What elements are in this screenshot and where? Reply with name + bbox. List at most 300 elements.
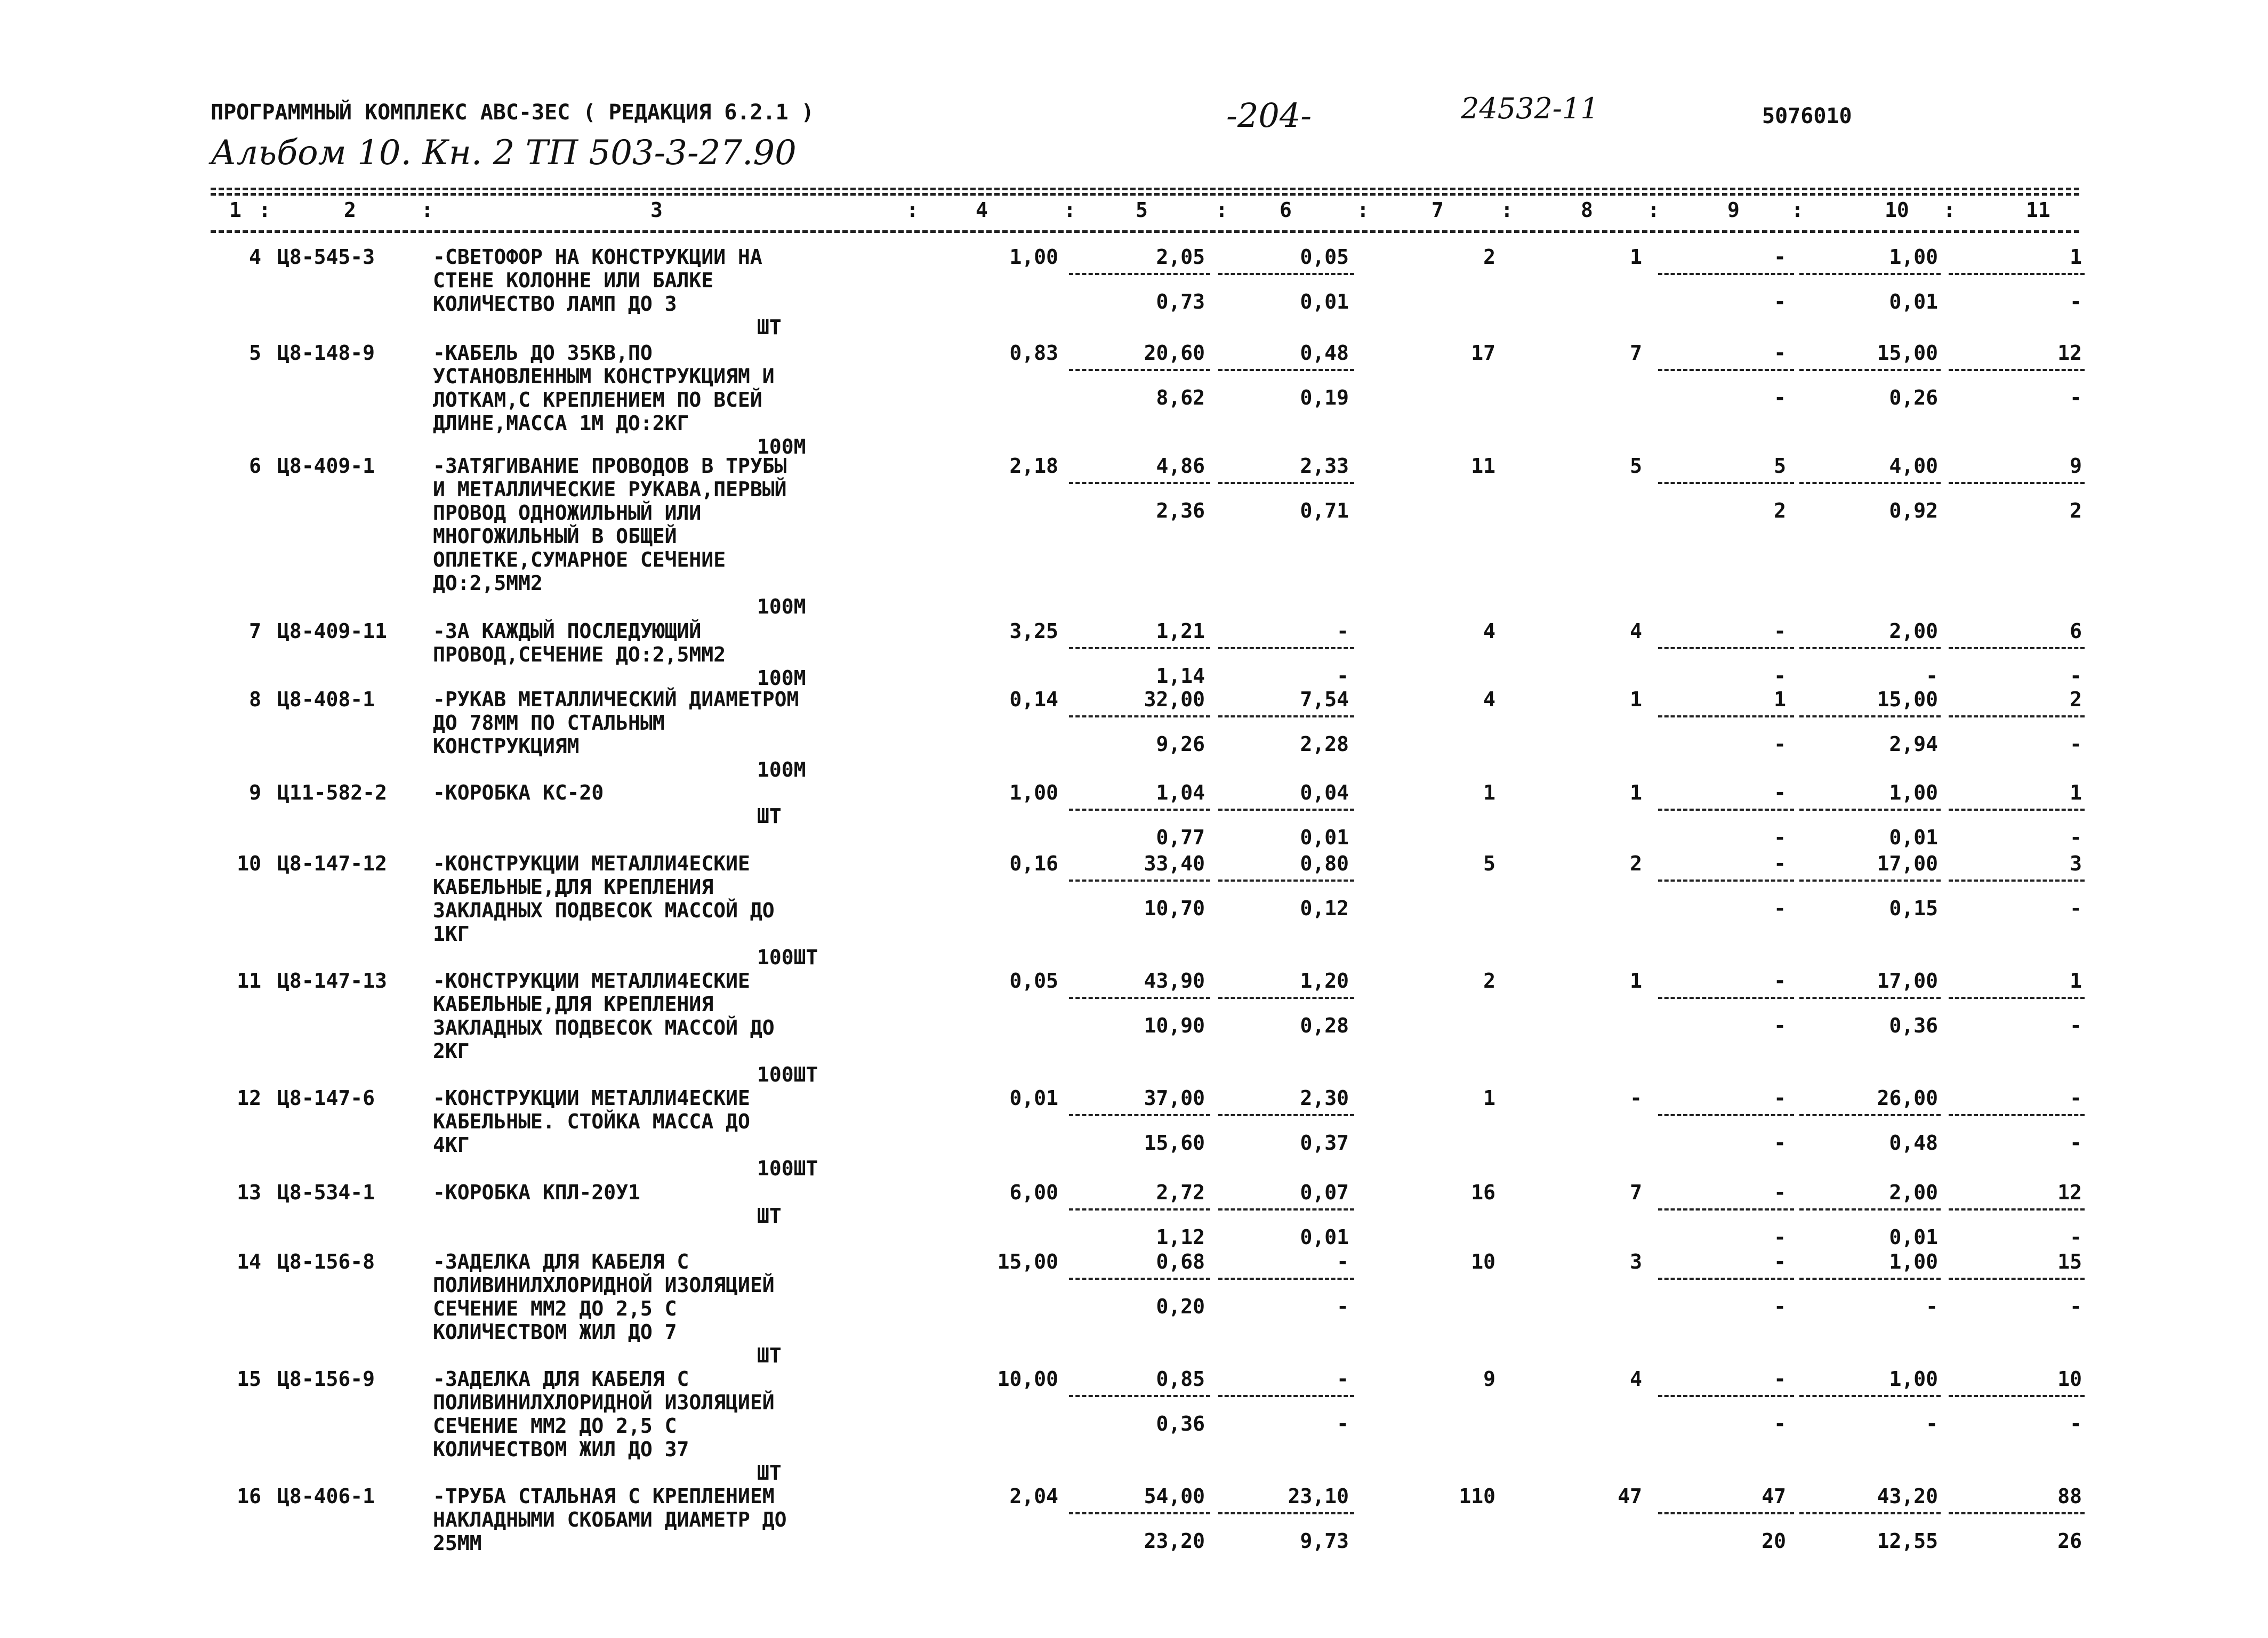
value-c11b: - <box>2070 1225 2082 1249</box>
fraction-line <box>1069 1114 1210 1116</box>
value-c6b: 0,37 <box>1300 1131 1349 1155</box>
value-c9: 5 <box>1774 454 1786 478</box>
value-c10: 15,00 <box>1877 341 1938 365</box>
column-separator: : <box>906 198 919 222</box>
value-c10: 1,00 <box>1889 245 1938 269</box>
work-description-line: 1КГ <box>433 922 470 946</box>
unit-of-measure: ШТ <box>757 1461 782 1484</box>
fraction-line <box>1069 369 1210 371</box>
work-description-line: ДО:2,5ММ2 <box>433 571 543 595</box>
value-c9: 47 <box>1762 1484 1786 1508</box>
fraction-line <box>1799 1278 1941 1280</box>
fraction-line <box>1949 647 2085 649</box>
fraction-line <box>1069 1512 1210 1514</box>
value-c10b: 0,01 <box>1889 1225 1938 1249</box>
value-c10b: - <box>1926 1412 1938 1435</box>
value-c10b: 12,55 <box>1877 1529 1938 1553</box>
value-c6b: 0,28 <box>1300 1014 1349 1037</box>
doc-code: 24532-11 <box>1461 92 1599 125</box>
fraction-line <box>1949 1114 2085 1116</box>
unit-of-measure: 100М <box>757 758 806 781</box>
value-c11: 15 <box>2057 1250 2082 1273</box>
value-c6b: 0,01 <box>1300 826 1349 849</box>
value-c6b: 0,71 <box>1300 499 1349 522</box>
fraction-line <box>1949 809 2085 811</box>
value-c5: 32,00 <box>1144 688 1205 711</box>
norm-code: Ц8-148-9 <box>277 341 375 365</box>
value-c6b: - <box>1337 1295 1349 1318</box>
value-c11b: - <box>2070 732 2082 756</box>
value-c8: 4 <box>1630 1367 1642 1391</box>
value-c8: - <box>1630 1086 1642 1110</box>
unit-of-measure: 100М <box>757 666 806 690</box>
work-description-line: ПРОВОД ОДНОЖИЛЬНЫЙ ИЛИ <box>433 501 702 525</box>
column-separator: : <box>421 198 433 222</box>
value-c11: 3 <box>2070 852 2082 875</box>
fraction-line <box>1218 715 1354 717</box>
column-header-3: 3 <box>650 198 663 222</box>
work-description-line: ОПЛЕТКЕ,СУМАРНОЕ СЕЧЕНИЕ <box>433 548 726 571</box>
row-number: 12 <box>237 1086 261 1110</box>
column-header-9: 9 <box>1727 198 1740 222</box>
unit-of-measure: ШТ <box>757 1204 782 1228</box>
value-c5b: 0,77 <box>1156 826 1205 849</box>
fraction-line <box>1069 647 1210 649</box>
fraction-line <box>1218 1395 1354 1397</box>
value-c11: 10 <box>2057 1367 2082 1391</box>
fraction-line <box>1799 715 1941 717</box>
value-c9b: - <box>1774 1131 1786 1155</box>
value-c8: 1 <box>1630 245 1642 269</box>
unit-of-measure: 100М <box>757 435 806 458</box>
sheet-code: 5076010 <box>1762 104 1852 128</box>
fraction-line <box>1069 1278 1210 1280</box>
column-header-5: 5 <box>1136 198 1148 222</box>
norm-code: Ц8-406-1 <box>277 1484 375 1508</box>
unit-of-measure: 100ШТ <box>757 946 818 969</box>
work-description-line: ЗАКЛАДНЫХ ПОДВЕСОК МАССОЙ ДО <box>433 899 775 922</box>
value-c11: - <box>2070 1086 2082 1110</box>
unit-of-measure: 100М <box>757 595 806 618</box>
unit-of-measure: 100ШТ <box>757 1157 818 1180</box>
work-description-line: ПРОВОД,СЕЧЕНИЕ ДО:2,5ММ2 <box>433 643 726 666</box>
value-c9b: - <box>1774 664 1786 688</box>
fraction-line <box>1799 1114 1941 1116</box>
value-c5: 4,86 <box>1156 454 1205 478</box>
fraction-line <box>1658 273 1794 275</box>
row-number: 10 <box>237 852 261 875</box>
fraction-line <box>1658 647 1794 649</box>
work-description-line: -КОРОБКА КС-20 <box>433 781 604 804</box>
value-c9b: 20 <box>1762 1529 1786 1553</box>
fraction-line <box>1218 1208 1354 1211</box>
value-c5b: 0,36 <box>1156 1412 1205 1435</box>
value-c11: 1 <box>2070 969 2082 993</box>
work-description-line: -КОНСТРУКЦИИ МЕТАЛЛИ4ЕСКИЕ <box>433 1086 750 1110</box>
value-c9: - <box>1774 781 1786 804</box>
value-c8: 47 <box>1618 1484 1642 1508</box>
value-c5b: 2,36 <box>1156 499 1205 522</box>
value-c6: 0,07 <box>1300 1181 1349 1204</box>
value-c9: - <box>1774 852 1786 875</box>
norm-code: Ц8-147-13 <box>277 969 387 993</box>
fraction-line <box>1069 715 1210 717</box>
value-c9: - <box>1774 1086 1786 1110</box>
work-description-line: КОЛИЧЕСТВО ЛАМП ДО 3 <box>433 292 677 316</box>
value-c8: 1 <box>1630 688 1642 711</box>
value-c11b: 2 <box>2070 499 2082 522</box>
value-c6b: 0,12 <box>1300 897 1349 920</box>
value-c4: 0,83 <box>1009 341 1058 365</box>
row-number: 11 <box>237 969 261 993</box>
fraction-line <box>1658 1395 1794 1397</box>
value-c11b: - <box>2070 897 2082 920</box>
fraction-line <box>1069 1395 1210 1397</box>
fraction-line <box>1218 647 1354 649</box>
value-c4: 0,05 <box>1009 969 1058 993</box>
fraction-line <box>1218 809 1354 811</box>
fraction-line <box>1949 369 2085 371</box>
fraction-line <box>1658 369 1794 371</box>
value-c5b: 8,62 <box>1156 386 1205 409</box>
value-c5b: 1,12 <box>1156 1225 1205 1249</box>
value-c7: 11 <box>1471 454 1495 478</box>
value-c6: - <box>1337 1367 1349 1391</box>
row-number: 4 <box>249 245 261 269</box>
value-c9b: - <box>1774 1295 1786 1318</box>
fraction-line <box>1658 1278 1794 1280</box>
row-number: 7 <box>249 619 261 643</box>
column-header-7: 7 <box>1431 198 1444 222</box>
value-c4: 1,00 <box>1009 245 1058 269</box>
value-c7: 4 <box>1483 619 1495 643</box>
value-c9: - <box>1774 1250 1786 1273</box>
value-c9b: - <box>1774 290 1786 313</box>
value-c11: 12 <box>2057 1181 2082 1204</box>
value-c6: - <box>1337 1250 1349 1273</box>
column-separator: : <box>1064 198 1076 222</box>
value-c10: 2,00 <box>1889 619 1938 643</box>
work-description-line: -ТРУБА СТАЛЬНАЯ С КРЕПЛЕНИЕМ <box>433 1484 775 1508</box>
value-c6: - <box>1337 619 1349 643</box>
fraction-line <box>1218 482 1354 484</box>
value-c4: 2,18 <box>1009 454 1058 478</box>
norm-code: Ц8-545-3 <box>277 245 375 269</box>
work-description-line: МНОГОЖИЛЬНЫЙ В ОБЩЕЙ <box>433 525 677 548</box>
value-c5b: 10,70 <box>1144 897 1205 920</box>
work-description-line: 4КГ <box>433 1133 470 1157</box>
column-header-1: 1 <box>229 198 242 222</box>
unit-of-measure: ШТ <box>757 804 782 828</box>
fraction-line <box>1069 1208 1210 1211</box>
value-c9b: - <box>1774 1225 1786 1249</box>
value-c10b: 0,48 <box>1889 1131 1938 1155</box>
fraction-line <box>1949 273 2085 275</box>
value-c10b: 2,94 <box>1889 732 1938 756</box>
value-c5: 43,90 <box>1144 969 1205 993</box>
value-c7: 1 <box>1483 781 1495 804</box>
column-separator: : <box>259 198 271 222</box>
value-c5: 54,00 <box>1144 1484 1205 1508</box>
value-c6: 0,80 <box>1300 852 1349 875</box>
work-description-line: КАБЕЛЬНЫЕ,ДЛЯ КРЕПЛЕНИЯ <box>433 875 714 899</box>
work-description-line: НАКЛАДНЫМИ СКОБАМИ ДИАМЕТР ДО <box>433 1508 787 1531</box>
fraction-line <box>1949 1395 2085 1397</box>
value-c5: 0,68 <box>1156 1250 1205 1273</box>
value-c7: 2 <box>1483 969 1495 993</box>
value-c5: 2,05 <box>1156 245 1205 269</box>
norm-code: Ц8-409-1 <box>277 454 375 478</box>
fraction-line <box>1069 997 1210 999</box>
value-c11b: - <box>2070 1412 2082 1435</box>
value-c9: - <box>1774 245 1786 269</box>
value-c6: 2,33 <box>1300 454 1349 478</box>
value-c7: 1 <box>1483 1086 1495 1110</box>
value-c5b: 0,73 <box>1156 290 1205 313</box>
norm-code: Ц8-408-1 <box>277 688 375 711</box>
column-separator: : <box>1791 198 1804 222</box>
work-description-line: КОНСТРУКЦИЯМ <box>433 735 580 758</box>
row-number: 15 <box>237 1367 261 1391</box>
value-c6: 0,04 <box>1300 781 1349 804</box>
value-c9b: - <box>1774 732 1786 756</box>
value-c10b: 0,36 <box>1889 1014 1938 1037</box>
value-c9b: - <box>1774 1014 1786 1037</box>
norm-code: Ц8-147-6 <box>277 1086 375 1110</box>
work-description-line: -ЗАДЕЛКА ДЛЯ КАБЕЛЯ С <box>433 1250 689 1273</box>
value-c7: 9 <box>1483 1367 1495 1391</box>
value-c4: 15,00 <box>997 1250 1058 1273</box>
row-number: 8 <box>249 688 261 711</box>
value-c11: 2 <box>2070 688 2082 711</box>
value-c10b: 0,01 <box>1889 826 1938 849</box>
value-c5: 0,85 <box>1156 1367 1205 1391</box>
value-c6b: 9,73 <box>1300 1529 1349 1553</box>
work-description-line: -КОНСТРУКЦИИ МЕТАЛЛИ4ЕСКИЕ <box>433 852 750 875</box>
value-c11b: - <box>2070 290 2082 313</box>
fraction-line <box>1949 1512 2085 1514</box>
fraction-line <box>1069 879 1210 882</box>
value-c11b: - <box>2070 386 2082 409</box>
column-separator: : <box>1216 198 1228 222</box>
fraction-line <box>1799 1208 1941 1211</box>
fraction-line <box>1218 1278 1354 1280</box>
value-c6b: - <box>1337 1412 1349 1435</box>
row-number: 14 <box>237 1250 261 1273</box>
value-c5b: 15,60 <box>1144 1131 1205 1155</box>
value-c10: 43,20 <box>1877 1484 1938 1508</box>
value-c7: 10 <box>1471 1250 1495 1273</box>
norm-code: Ц8-534-1 <box>277 1181 375 1204</box>
column-separator: : <box>1943 198 1956 222</box>
value-c10: 4,00 <box>1889 454 1938 478</box>
row-number: 16 <box>237 1484 261 1508</box>
work-description-line: СЕЧЕНИЕ ММ2 ДО 2,5 С <box>433 1297 677 1320</box>
fraction-line <box>1949 482 2085 484</box>
value-c8: 7 <box>1630 341 1642 365</box>
value-c9: - <box>1774 1367 1786 1391</box>
value-c11b: - <box>2070 664 2082 688</box>
fraction-line <box>1799 997 1941 999</box>
value-c6: 0,05 <box>1300 245 1349 269</box>
fraction-line <box>1069 482 1210 484</box>
value-c10: 15,00 <box>1877 688 1938 711</box>
work-description-line: -РУКАВ МЕТАЛЛИЧЕСКИЙ ДИАМЕТРОМ <box>433 688 799 711</box>
value-c7: 5 <box>1483 852 1495 875</box>
value-c11: 88 <box>2057 1484 2082 1508</box>
value-c10: 1,00 <box>1889 1367 1938 1391</box>
fraction-line <box>1658 997 1794 999</box>
fraction-line <box>1949 1278 2085 1280</box>
value-c10: 17,00 <box>1877 852 1938 875</box>
norm-code: Ц8-156-8 <box>277 1250 375 1273</box>
value-c9: - <box>1774 619 1786 643</box>
fraction-line <box>1069 809 1210 811</box>
work-description-line: -ЗАДЕЛКА ДЛЯ КАБЕЛЯ С <box>433 1367 689 1391</box>
work-description-line: УСТАНОВЛЕННЫМ КОНСТРУКЦИЯМ И <box>433 365 775 388</box>
fraction-line <box>1799 273 1941 275</box>
work-description-line: КАБЕЛЬНЫЕ. СТОЙКА МАССА ДО <box>433 1110 750 1133</box>
work-description-line: ПОЛИВИНИЛХЛОРИДНОЙ ИЗОЛЯЦИЕЙ <box>433 1391 775 1414</box>
fraction-line <box>1218 997 1354 999</box>
work-description-line: ЛОТКАМ,С КРЕПЛЕНИЕМ ПО ВСЕЙ <box>433 388 762 411</box>
value-c11: 1 <box>2070 245 2082 269</box>
fraction-line <box>1069 273 1210 275</box>
work-description-line: И МЕТАЛЛИЧЕСКИЕ РУКАВА,ПЕРВЫЙ <box>433 478 787 501</box>
work-description-line: -СВЕТОФОР НА КОНСТРУКЦИИ НА <box>433 245 762 269</box>
work-description-line: -КОРОБКА КПЛ-20У1 <box>433 1181 640 1204</box>
work-description-line: КОЛИЧЕСТВОМ ЖИЛ ДО 7 <box>433 1320 677 1344</box>
value-c10b: - <box>1926 664 1938 688</box>
value-c6b: 0,01 <box>1300 290 1349 313</box>
column-separator: : <box>1647 198 1660 222</box>
fraction-line <box>1658 1208 1794 1211</box>
value-c10: 17,00 <box>1877 969 1938 993</box>
value-c5: 20,60 <box>1144 341 1205 365</box>
fraction-line <box>1658 482 1794 484</box>
work-description-line: СТЕНЕ КОЛОННЕ ИЛИ БАЛКЕ <box>433 269 714 292</box>
value-c8: 7 <box>1630 1181 1642 1204</box>
value-c4: 0,16 <box>1009 852 1058 875</box>
value-c10: 26,00 <box>1877 1086 1938 1110</box>
value-c8: 4 <box>1630 619 1642 643</box>
work-description-line: СЕЧЕНИЕ ММ2 ДО 2,5 С <box>433 1414 677 1438</box>
column-header-6: 6 <box>1280 198 1292 222</box>
unit-of-measure: ШТ <box>757 316 782 339</box>
value-c6: 0,48 <box>1300 341 1349 365</box>
value-c9b: - <box>1774 386 1786 409</box>
value-c10b: - <box>1926 1295 1938 1318</box>
value-c8: 1 <box>1630 781 1642 804</box>
work-description-line: 25ММ <box>433 1531 482 1555</box>
row-number: 5 <box>249 341 261 365</box>
unit-of-measure: ШТ <box>757 1344 782 1367</box>
program-title: ПРОГРАММНЫЙ КОМПЛЕКС АВС-ЗЕС ( РЕДАКЦИЯ 6.2.1 ) <box>211 100 814 125</box>
work-description-line: -КАБЕЛЬ ДО 35КВ,ПО <box>433 341 653 365</box>
value-c6: 23,10 <box>1288 1484 1349 1508</box>
fraction-line <box>1799 809 1941 811</box>
work-description-line: КАБЕЛЬНЫЕ,ДЛЯ КРЕПЛЕНИЯ <box>433 993 714 1016</box>
value-c9b: - <box>1774 826 1786 849</box>
work-description-line: -ЗА КАЖДЫЙ ПОСЛЕДУЮЩИЙ <box>433 619 702 643</box>
value-c5: 33,40 <box>1144 852 1205 875</box>
value-c4: 0,14 <box>1009 688 1058 711</box>
value-c5: 37,00 <box>1144 1086 1205 1110</box>
row-number: 6 <box>249 454 261 478</box>
work-description-line: -ЗАТЯГИВАНИЕ ПРОВОДОВ В ТРУБЫ <box>433 454 787 478</box>
value-c6b: 2,28 <box>1300 732 1349 756</box>
value-c10: 1,00 <box>1889 1250 1938 1273</box>
unit-of-measure: 100ШТ <box>757 1063 818 1086</box>
fraction-line <box>1218 879 1354 882</box>
column-separator: : <box>1357 198 1369 222</box>
work-description-line: ДО 78ММ ПО СТАЛЬНЫМ <box>433 711 665 735</box>
value-c10b: 0,15 <box>1889 897 1938 920</box>
value-c7: 110 <box>1459 1484 1495 1508</box>
column-header-4: 4 <box>976 198 988 222</box>
value-c6: 1,20 <box>1300 969 1349 993</box>
fraction-line <box>1799 1395 1941 1397</box>
value-c5b: 10,90 <box>1144 1014 1205 1037</box>
work-description-line: ПОЛИВИНИЛХЛОРИДНОЙ ИЗОЛЯЦИЕЙ <box>433 1273 775 1297</box>
fraction-line <box>1658 809 1794 811</box>
fraction-line <box>1799 1512 1941 1514</box>
norm-code: Ц8-147-12 <box>277 852 387 875</box>
value-c11b: 26 <box>2057 1529 2082 1553</box>
value-c8: 2 <box>1630 852 1642 875</box>
norm-code: Ц11-582-2 <box>277 781 387 804</box>
fraction-line <box>1658 879 1794 882</box>
value-c8: 1 <box>1630 969 1642 993</box>
value-c7: 17 <box>1471 341 1495 365</box>
column-header-11: 11 <box>2026 198 2050 222</box>
value-c11b: - <box>2070 1131 2082 1155</box>
value-c8: 5 <box>1630 454 1642 478</box>
value-c5: 1,04 <box>1156 781 1205 804</box>
fraction-line <box>1218 369 1354 371</box>
value-c10b: 0,26 <box>1889 386 1938 409</box>
column-header-10: 10 <box>1885 198 1909 222</box>
value-c8: 3 <box>1630 1250 1642 1273</box>
fraction-line <box>1949 715 2085 717</box>
value-c5b: 9,26 <box>1156 732 1205 756</box>
value-c11b: - <box>2070 1014 2082 1037</box>
value-c7: 4 <box>1483 688 1495 711</box>
value-c9b: - <box>1774 897 1786 920</box>
value-c9: - <box>1774 341 1786 365</box>
value-c11b: - <box>2070 826 2082 849</box>
value-c6: 7,54 <box>1300 688 1349 711</box>
row-number: 13 <box>237 1181 261 1204</box>
value-c7: 16 <box>1471 1181 1495 1204</box>
column-separator: : <box>1501 198 1513 222</box>
fraction-line <box>1799 482 1941 484</box>
value-c10b: 0,01 <box>1889 290 1938 313</box>
fraction-line <box>1799 879 1941 882</box>
fraction-line <box>1218 1114 1354 1116</box>
work-description-line: ЗАКЛАДНЫХ ПОДВЕСОК МАССОЙ ДО <box>433 1016 775 1039</box>
fraction-line <box>1949 997 2085 999</box>
value-c6: 2,30 <box>1300 1086 1349 1110</box>
fraction-line <box>1799 647 1941 649</box>
value-c5b: 23,20 <box>1144 1529 1205 1553</box>
value-c4: 0,01 <box>1009 1086 1058 1110</box>
value-c4: 6,00 <box>1009 1181 1058 1204</box>
album-reference: Альбом 10. Кн. 2 ТП 503-3-27.90 <box>211 133 797 173</box>
value-c11: 12 <box>2057 341 2082 365</box>
fraction-line <box>1218 1512 1354 1514</box>
work-description-line: ДЛИНЕ,МАССА 1М ДО:2КГ <box>433 411 689 435</box>
